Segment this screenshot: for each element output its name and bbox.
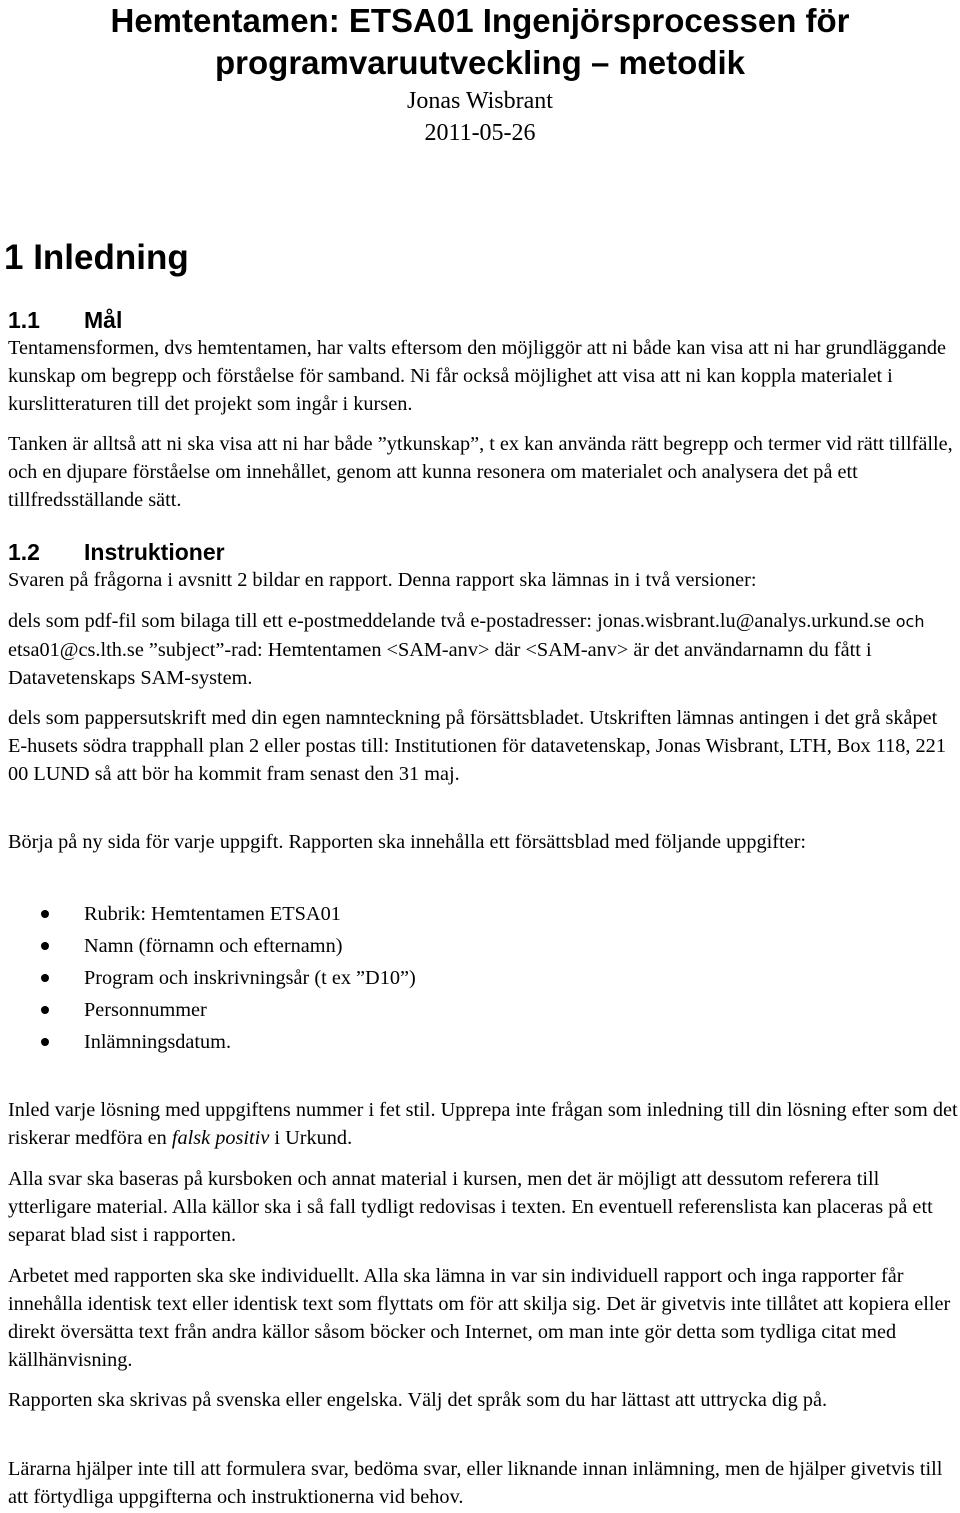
paragraph-text: i Urkund.	[269, 1127, 353, 1149]
subsection-number: 1.2	[8, 539, 40, 565]
author: Jonas Wisbrant	[407, 88, 553, 114]
paragraph-instruktioner-6: Alla svar ska baseras på kursboken och annat material i kursen, men det är möjligt att dessutom referera till ytterligare material. Alla källor ska i så fall tydligt redovisas i texten. En eventuell referenslista kan placeras på ett separat blad sist i rapporten.	[8, 1168, 933, 1246]
bullet-icon	[41, 1006, 49, 1014]
list-item: Rubrik: Hemtentamen ETSA01	[0, 898, 960, 930]
paragraph-instruktioner-8: Rapporten ska skrivas på svenska eller engelska. Välj det språk som du har lättast att uttrycka dig på.	[8, 1389, 828, 1411]
subsection-number: 1.1	[8, 307, 40, 333]
subsection-heading-instruktioner	[8, 538, 225, 566]
title-line-2: programvaruutveckling – metodik	[215, 44, 745, 81]
title-line-1: Hemtentamen: ETSA01 Ingenjörsprocessen för	[110, 2, 850, 39]
date: 2011-05-26	[424, 120, 536, 146]
bullet-icon	[41, 974, 49, 982]
paragraph-instruktioner-3: dels som pappersutskrift med din egen namnteckning på försättsbladet. Utskriften lämnas antingen i det grå skåpet E-husets södra trapphall plan 2 eller postas till: Institutionen för datavetenskap, Jonas Wisbrant, LTH, Box 118, 221 00 LUND så att bör ha kommit fram senast den 31 maj.	[8, 707, 946, 785]
list-item: Personnummer	[0, 994, 960, 1026]
document-title	[0, 0, 960, 84]
bullet-icon	[41, 942, 49, 950]
list-item: Program och inskrivningsår (t ex ”D10”)	[0, 962, 960, 994]
cover-sheet-list	[0, 898, 960, 1058]
paragraph-mal-1: Tentamensformen, dvs hemtentamen, har valts eftersom den möjliggör att ni både kan visa att ni har grundläggande kunskap om begrepp och förståelse för samband. Ni får också möjlighet att visa att ni kan koppla materialet i kurslitteraturen till det projekt som ingår i kursen.	[8, 337, 946, 415]
subsection-heading-mal	[8, 306, 122, 334]
och-word: och	[895, 612, 925, 631]
list-item: Namn (förnamn och efternamn)	[0, 930, 960, 962]
paragraph-instruktioner-4: Börja på ny sida för varje uppgift. Rapporten ska innehålla ett försättsblad med följande uppgifter:	[8, 831, 807, 853]
paragraph-instruktioner-1: Svaren på frågorna i avsnitt 2 bildar en rapport. Denna rapport ska lämnas in i två versioner:	[8, 569, 757, 591]
section-heading-inledning: 1 Inledning	[4, 238, 189, 277]
paragraph-text: etsa01@cs.lth.se ”subject”-rad: Hemtentamen <SAM-anv> där <SAM-anv> är det användarnamn du fått i Datavetenskaps SAM-system.	[8, 639, 872, 689]
bullet-icon	[41, 1038, 49, 1046]
bullet-icon	[41, 910, 49, 918]
emphasis-text: falsk positiv	[171, 1127, 270, 1149]
subsection-title: Mål	[84, 307, 123, 333]
paragraph-text: Inled varje lösning med uppgiftens nummer i fet stil. Upprepa inte frågan som inledning till din lösning efter som det riskerar medföra en	[8, 1099, 958, 1149]
paragraph-mal-2: Tanken är alltså att ni ska visa att ni har både ”ytkunskap”, t ex kan använda rätt begrepp och termer vid rätt tillfälle, och en djupare förståelse om innehållet, genom att kunna resonera om materialet och analysera det på ett tillfredsställande sätt.	[8, 433, 953, 511]
paragraph-instruktioner-5	[8, 1096, 958, 1152]
paragraph-instruktioner-9: Lärarna hjälper inte till att formulera svar, bedöma svar, eller liknande innan inlämning, men de hjälper givetvis till att förtydliga uppgifterna och instruktionerna vid behov.	[8, 1458, 943, 1508]
paragraph-instruktioner-7: Arbetet med rapporten ska ske individuellt. Alla ska lämna in var sin individuell rapport och inga rapporter får innehålla identisk text eller identisk text som flyttats om för att skilja sig. Det är givetvis inte tillåtet att kopiera eller direkt översätta text från andra källor såsom böcker och Internet, om man inte gör detta som tydliga citat med källhänvisning.	[8, 1265, 951, 1371]
paragraph-instruktioner-2	[8, 607, 958, 692]
list-item: Inlämningsdatum.	[0, 1026, 960, 1058]
subsection-title: Instruktioner	[84, 539, 225, 565]
paragraph-text: dels som pdf-fil som bilaga till ett e-postmeddelande två e-postadresser: jonas.wisbrant.lu@analys.urkund.se	[8, 610, 896, 632]
